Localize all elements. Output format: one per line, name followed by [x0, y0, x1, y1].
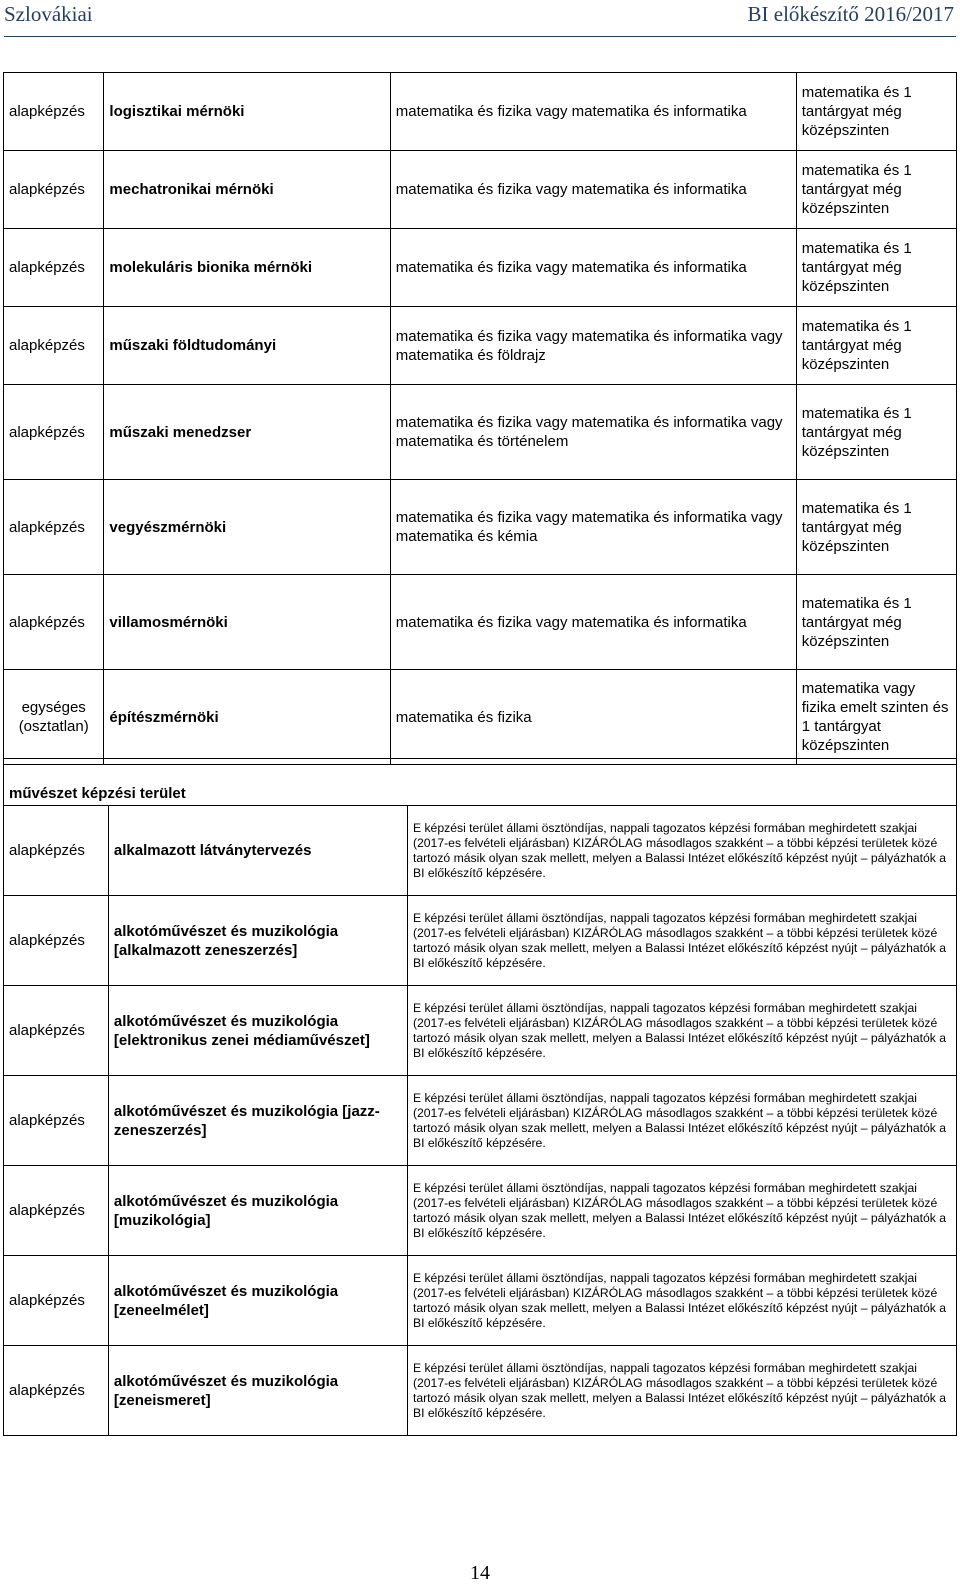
level-cell: alapképzés — [4, 480, 104, 575]
requirement-cell: matematika vagy fizika emelt szinten és 1 tantárgyat középszinten — [796, 670, 956, 765]
program-cell: alkotóművészet és muzikológia [elektronikus zenei médiaművészet] — [108, 986, 407, 1076]
subjects-cell: matematika és fizika vagy matematika és informatika vagy matematika és kémia — [390, 480, 796, 575]
table-row — [4, 480, 957, 575]
subjects-cell: matematika és fizika vagy matematika és informatika vagy matematika és történelem — [390, 385, 796, 480]
table-row — [4, 670, 957, 765]
level-cell: alapképzés — [4, 385, 104, 480]
header-left-text: Szlovákiai — [4, 2, 93, 26]
subjects-cell: matematika és fizika vagy matematika és informatika — [390, 151, 796, 229]
requirement-cell: matematika és 1 tantárgyat még középszinten — [796, 151, 956, 229]
note-cell: E képzési terület állami ösztöndíjas, nappali tagozatos képzési formában meghirdetett szakjai (2017-es felvételi eljárásban) KIZÁRÓLAG másodlagos szakként – a többi képzési területek közé tartozó másik olyan szak mellett, melyen a Balassi Intézet előkészítő képzést nyújt – pályázhatók a BI előkészítő képzésére. — [407, 806, 956, 896]
level-cell: alapképzés — [4, 307, 104, 385]
program-cell: műszaki földtudományi — [104, 307, 390, 385]
program-cell: villamosmérnöki — [104, 575, 390, 670]
table-row — [4, 896, 957, 986]
requirement-cell: matematika és 1 tantárgyat még középszinten — [796, 307, 956, 385]
table-row — [4, 575, 957, 670]
program-cell: alkotóművészet és muzikológia [alkalmazott zeneszerzés] — [108, 896, 407, 986]
level-cell: alapképzés — [4, 1256, 109, 1346]
program-cell: alkotóművészet és muzikológia [muzikológia] — [108, 1166, 407, 1256]
requirement-cell: matematika és 1 tantárgyat még középszinten — [796, 385, 956, 480]
table-row — [4, 806, 957, 896]
header-divider — [4, 36, 956, 37]
level-cell: alapképzés — [4, 1076, 109, 1166]
level-cell: alapképzés — [4, 986, 109, 1076]
page-header — [0, 0, 960, 50]
requirement-cell: matematika és 1 tantárgyat még középszinten — [796, 480, 956, 575]
section-title: művészet képzési terület — [4, 759, 957, 806]
level-cell: alapképzés — [4, 1346, 109, 1436]
section-header-row — [4, 759, 957, 806]
program-cell: vegyészmérnöki — [104, 480, 390, 575]
subjects-cell: matematika és fizika — [390, 670, 796, 765]
note-cell: E képzési terület állami ösztöndíjas, nappali tagozatos képzési formában meghirdetett szakjai (2017-es felvételi eljárásban) KIZÁRÓLAG másodlagos szakként – a többi képzési területek közé tartozó másik olyan szak mellett, melyen a Balassi Intézet előkészítő képzést nyújt – pályázhatók a BI előkészítő képzésére. — [407, 1256, 956, 1346]
table-row — [4, 229, 957, 307]
program-cell: alkotóművészet és muzikológia [jazz-zeneszerzés] — [108, 1076, 407, 1166]
table-row — [4, 385, 957, 480]
table-row — [4, 73, 957, 151]
program-cell: műszaki menedzser — [104, 385, 390, 480]
header-right-text: BI előkészítő 2016/2017 — [747, 2, 954, 26]
program-cell: építészmérnöki — [104, 670, 390, 765]
subjects-cell: matematika és fizika vagy matematika és informatika vagy matematika és földrajz — [390, 307, 796, 385]
requirement-cell: matematika és 1 tantárgyat még középszinten — [796, 575, 956, 670]
level-cell: alapképzés — [4, 229, 104, 307]
subjects-cell: matematika és fizika vagy matematika és informatika — [390, 73, 796, 151]
table-row — [4, 1076, 957, 1166]
program-cell: alkalmazott látványtervezés — [108, 806, 407, 896]
level-cell: alapképzés — [4, 575, 104, 670]
program-cell: alkotóművészet és muzikológia [zeneelmélet] — [108, 1256, 407, 1346]
program-cell: alkotóművészet és muzikológia [zeneismeret] — [108, 1346, 407, 1436]
engineering-programs-table — [3, 72, 957, 765]
program-cell: molekuláris bionika mérnöki — [104, 229, 390, 307]
table-row — [4, 151, 957, 229]
table-row — [4, 1256, 957, 1346]
table-row — [4, 1166, 957, 1256]
program-cell: mechatronikai mérnöki — [104, 151, 390, 229]
subjects-cell: matematika és fizika vagy matematika és informatika — [390, 229, 796, 307]
level-cell: egységes (osztatlan) — [4, 670, 104, 765]
requirement-cell: matematika és 1 tantárgyat még középszinten — [796, 73, 956, 151]
level-cell: alapképzés — [4, 151, 104, 229]
level-cell: alapképzés — [4, 896, 109, 986]
art-programs-table — [3, 758, 957, 1436]
table-row — [4, 986, 957, 1076]
subjects-cell: matematika és fizika vagy matematika és informatika — [390, 575, 796, 670]
note-cell: E képzési terület állami ösztöndíjas, nappali tagozatos képzési formában meghirdetett szakjai (2017-es felvételi eljárásban) KIZÁRÓLAG másodlagos szakként – a többi képzési területek közé tartozó másik olyan szak mellett, melyen a Balassi Intézet előkészítő képzést nyújt – pályázhatók a BI előkészítő képzésére. — [407, 986, 956, 1076]
note-cell: E képzési terület állami ösztöndíjas, nappali tagozatos képzési formában meghirdetett szakjai (2017-es felvételi eljárásban) KIZÁRÓLAG másodlagos szakként – a többi képzési területek közé tartozó másik olyan szak mellett, melyen a Balassi Intézet előkészítő képzést nyújt – pályázhatók a BI előkészítő képzésére. — [407, 1166, 956, 1256]
page-number: 14 — [470, 1562, 490, 1584]
table-row — [4, 1346, 957, 1436]
note-cell: E képzési terület állami ösztöndíjas, nappali tagozatos képzési formában meghirdetett szakjai (2017-es felvételi eljárásban) KIZÁRÓLAG másodlagos szakként – a többi képzési területek közé tartozó másik olyan szak mellett, melyen a Balassi Intézet előkészítő képzést nyújt – pályázhatók a BI előkészítő képzésére. — [407, 896, 956, 986]
note-cell: E képzési terület állami ösztöndíjas, nappali tagozatos képzési formában meghirdetett szakjai (2017-es felvételi eljárásban) KIZÁRÓLAG másodlagos szakként – a többi képzési területek közé tartozó másik olyan szak mellett, melyen a Balassi Intézet előkészítő képzést nyújt – pályázhatók a BI előkészítő képzésére. — [407, 1346, 956, 1436]
note-cell: E képzési terület állami ösztöndíjas, nappali tagozatos képzési formában meghirdetett szakjai (2017-es felvételi eljárásban) KIZÁRÓLAG másodlagos szakként – a többi képzési területek közé tartozó másik olyan szak mellett, melyen a Balassi Intézet előkészítő képzést nyújt – pályázhatók a BI előkészítő képzésére. — [407, 1076, 956, 1166]
program-cell: logisztikai mérnöki — [104, 73, 390, 151]
level-cell: alapképzés — [4, 806, 109, 896]
level-cell: alapképzés — [4, 1166, 109, 1256]
requirement-cell: matematika és 1 tantárgyat még középszinten — [796, 229, 956, 307]
level-cell: alapképzés — [4, 73, 104, 151]
table-row — [4, 307, 957, 385]
